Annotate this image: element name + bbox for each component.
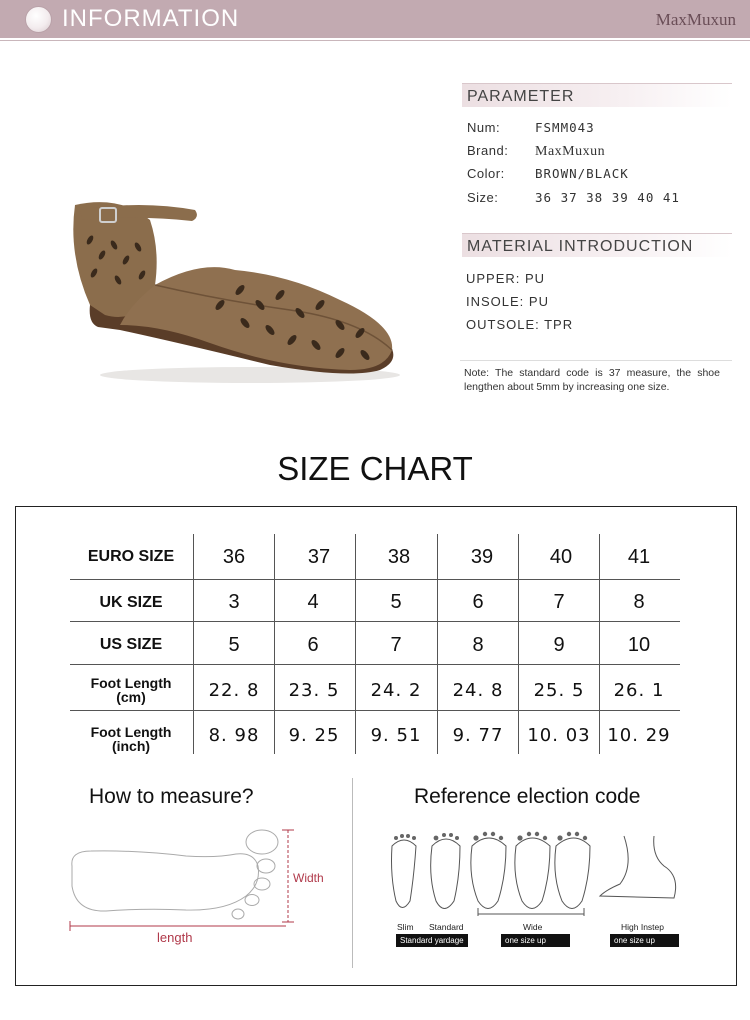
row-label-foot-cm	[70, 676, 192, 704]
param-row	[467, 190, 680, 205]
parameter-title: PARAMETER	[462, 83, 732, 107]
table-cell: 8	[472, 634, 484, 656]
table-cell: 6	[307, 634, 319, 656]
param-row	[467, 143, 605, 160]
size-chart-title: SIZE CHART	[277, 450, 473, 487]
sandal-product-image	[60, 165, 400, 385]
param-value: BROWN/BLACK	[535, 166, 629, 181]
caption-high-instep: High Instep	[621, 922, 664, 932]
row-label-unit: (cm)	[116, 689, 146, 705]
table-cell: 24. 2	[370, 680, 422, 701]
material-item: INSOLE: PU	[466, 294, 549, 309]
foot-types-diagram	[384, 826, 694, 921]
table-cell: 6	[472, 591, 484, 613]
row-label-uk: UK SIZE	[99, 594, 163, 611]
row-label-euro: EURO SIZE	[87, 548, 175, 565]
table-cell: 7	[390, 634, 402, 656]
reference-title: Reference election code	[414, 785, 641, 808]
table-row-divider	[70, 579, 680, 580]
table-cell: 7	[553, 591, 565, 613]
measure-title: How to measure?	[89, 785, 254, 808]
header-divider	[0, 40, 750, 41]
table-cell: 38	[387, 546, 411, 568]
caption-wide: Wide	[523, 922, 543, 932]
caption-standard: Standard	[429, 922, 464, 932]
table-cell: 24. 8	[452, 680, 504, 701]
table-cell: 10	[627, 634, 651, 656]
table-cell: 8. 98	[208, 725, 260, 746]
badge-one-size-up: one size up	[610, 934, 679, 947]
row-label-foot-inch	[70, 725, 192, 753]
table-cell: 22. 8	[208, 680, 260, 701]
table-row-divider	[70, 710, 680, 711]
row-label-us: US SIZE	[99, 636, 163, 653]
table-cell: 10. 29	[607, 725, 671, 746]
table-cell: 25. 5	[533, 680, 585, 701]
badge-standard-yardage: Standard yardage	[396, 934, 468, 947]
param-row	[467, 166, 629, 181]
table-cell: 39	[470, 546, 494, 568]
table-row-divider	[70, 621, 680, 622]
table-cell: 9	[553, 634, 565, 656]
header-circle-ornament	[25, 6, 52, 33]
info-header-bar	[0, 0, 750, 38]
row-label-unit: (inch)	[111, 738, 151, 754]
table-cell: 5	[228, 634, 240, 656]
header-title: INFORMATION	[62, 5, 240, 32]
table-cell: 9. 77	[452, 725, 504, 746]
table-row-divider	[70, 664, 680, 665]
table-cell: 3	[228, 591, 240, 613]
caption-slim: Slim	[397, 922, 414, 932]
table-cell: 36	[222, 546, 246, 568]
width-label: Width	[293, 871, 324, 885]
table-cell: 40	[549, 546, 573, 568]
material-item: UPPER: PU	[466, 271, 546, 286]
table-cell: 9. 25	[288, 725, 340, 746]
note-divider	[460, 360, 732, 361]
section-divider	[352, 778, 353, 968]
table-cell: 10. 03	[527, 725, 591, 746]
param-key: Color:	[467, 166, 505, 181]
param-key: Brand:	[467, 143, 509, 158]
header-brand: MaxMuxun	[655, 10, 736, 29]
param-key: Num:	[467, 120, 501, 135]
table-cell: 41	[627, 546, 651, 568]
length-label: length	[157, 930, 193, 945]
table-cell: 5	[390, 591, 402, 613]
table-cell: 9. 51	[370, 725, 422, 746]
table-cell: 4	[307, 591, 319, 613]
material-item: OUTSOLE: TPR	[466, 317, 574, 332]
row-label-line: Foot Length	[90, 724, 172, 740]
row-label-line: Foot Length	[90, 675, 172, 691]
param-key: Size:	[467, 190, 499, 205]
badge-one-size-up: one size up	[501, 934, 570, 947]
size-note: Note: The standard code is 37 measure, the shoe lengthen about 5mm by increasing one size.	[464, 367, 720, 393]
table-cell: 8	[633, 591, 645, 613]
param-value: 36 37 38 39 40 41	[535, 190, 680, 205]
material-title: MATERIAL INTRODUCTION	[462, 233, 732, 257]
param-value: MaxMuxun	[535, 144, 606, 159]
param-value: FSMM043	[535, 120, 595, 135]
table-cell: 37	[307, 546, 331, 568]
foot-measure-diagram	[66, 826, 306, 946]
param-row	[467, 120, 595, 135]
table-cell: 26. 1	[613, 680, 665, 701]
table-cell: 23. 5	[288, 680, 340, 701]
